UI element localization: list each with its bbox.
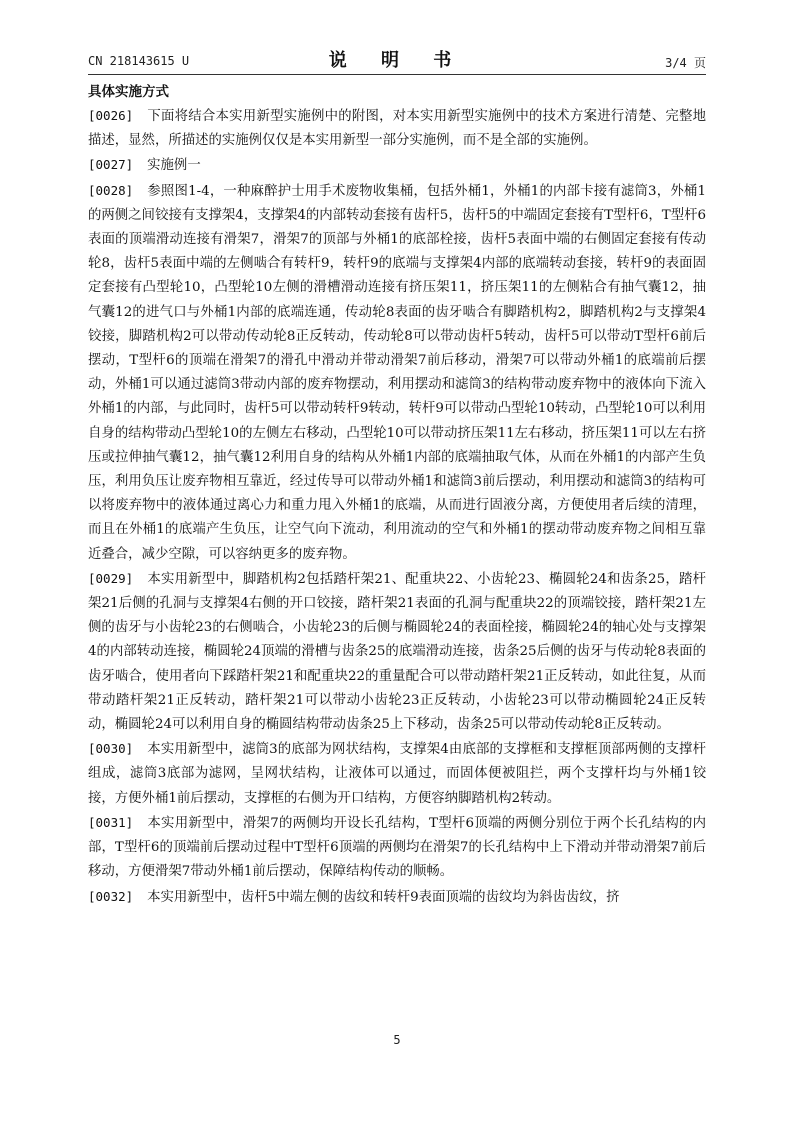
page-indicator: 3/4 页: [665, 56, 706, 70]
paragraph-0032: [88, 885, 706, 910]
paragraph-text: 本实用新型中，脚踏机构2包括踏杆架21、配重块22、小齿轮23、椭圆轮24和齿条25，踏杆架21后侧的孔洞与支撑架4右侧的开口铰接，踏杆架21表面的孔洞与配重块22的顶端铰接，踏杆架21左侧的齿牙与小齿轮23的右侧啮合，小齿轮23的后侧与椭圆轮24的表面栓接，椭圆轮24的轴心处与支撑架4的内部转动连接，椭圆轮24顶端的滑槽与齿条25的底端滑动连接，齿条25后侧的齿牙与传动轮8表面的齿牙啮合，使用者向下踩踏杆架21和配重块22的重量配合可以带动踏杆架21正反转动，如此往复，从而带动踏杆架21正反转动，踏杆架21可以带动小齿轮23正反转动，小齿轮23可以带动椭圆轮24正反转动，椭圆轮24可以利用自身的椭圆结构带动齿条25上下移动，齿条25可以带动传动轮8正反转动。: [88, 571, 706, 733]
document-body: [88, 80, 706, 910]
paragraph-number: [0032]: [88, 888, 134, 904]
paragraph-number: [0027]: [88, 157, 134, 173]
paragraph-text: 实施例一: [147, 158, 201, 174]
paragraph-number: [0026]: [88, 108, 134, 123]
document-title: 说 明 书: [328, 50, 466, 71]
publication-number: CN 218143615 U: [88, 54, 190, 68]
paragraph-number: [0031]: [88, 814, 134, 830]
paragraph-0029: [88, 567, 706, 737]
paragraph-number: [0029]: [88, 570, 134, 586]
paragraph-text: 下面将结合本实用新型实施例中的附图，对本实用新型实施例中的技术方案进行清楚、完整地描述，显然，所描述的实施例仅仅是本实用新型一部分实施例，而不是全部的实施例。: [88, 109, 706, 149]
paragraph-text: 本实用新型中，齿杆5中端左侧的齿纹和转杆9表面顶端的齿纹均为斜齿齿纹，挤: [147, 889, 620, 905]
page-header: [88, 50, 706, 72]
paragraph-0028: [88, 179, 706, 567]
paragraph-0031: [88, 811, 706, 885]
paragraph-0026: [88, 104, 706, 153]
paragraph-0027: [88, 153, 706, 178]
paragraph-text: 本实用新型中，滑架7的两侧均开设长孔结构，T型杆6顶端的两侧分别位于两个长孔结构的内部，T型杆6的顶端前后摆动过程中T型杆6顶端的两侧均在滑架7的长孔结构中上下滑动并带动滑架7前后移动，方便滑架7带动外桶1前后摆动，保障结构传动的顺畅。: [88, 815, 706, 880]
paragraph-0030: [88, 737, 706, 811]
paragraph-number: [0028]: [88, 182, 134, 198]
paragraph-text: 参照图1-4，一种麻醉护士用手术废物收集桶，包括外桶1，外桶1的内部卡接有滤筒3，外桶1的两侧之间铰接有支撑架4，支撑架4的内部转动套接有齿杆5，齿杆5的中端固定套接有T型杆6，T型杆6表面的顶端滑动连接有滑架7，滑架7的顶部与外桶1的底部栓接，齿杆5表面中端的右侧固定套接有传动轮8，齿杆5表面中端的左侧啮合有转杆9，转杆9的底端与支撑架4内部的底端转动套接，转杆9的表面固定套接有凸型轮10，凸型轮10左侧的滑槽滑动连接有挤压架11，挤压架11的左侧粘合有抽气囊12，抽气囊12的进气口与外桶1内部的底端连通，传动轮8表面的齿牙啮合有脚踏机构2，脚踏机构2与支撑架4铰接，脚踏机构2可以带动传动轮8正反转动，传动轮8可以带动齿杆5转动，齿杆5可以带动T型杆6前后摆动，T型杆6的顶端在滑架7的滑孔中滑动并带动滑架7前后移动，滑架7可以带动外桶1的底端前后摆动，外桶1可以通过滤筒3带动内部的废弃物摆动，利用摆动和滤筒3的结构带动废弃物中的液体向下流入外桶1的内部，与此同时，齿杆5可以带动转杆9转动，转杆9可以带动凸型轮10转动，凸型轮10可以利用自身的结构带动凸型轮10的左侧左右移动，凸型轮10可以带动挤压架11左右移动，挤压架11可以左右挤压或拉伸抽气囊12，抽气囊12利用自身的结构从外桶1内部的底端抽取气体，从而在外桶1的内部产生负压，利用负压让废弃物相互靠近，经过传导可以带动外桶1和滤筒3前后摆动，利用摆动和滤筒3的结构可以将废弃物中的液体通过离心力和重力甩入外桶1的底端，从而进行固液分离，方便使用者后续的清理，而且在外桶1的底端产生负压，让空气向下流动，利用流动的空气和外桶1的摆动带动废弃物之间相互靠近叠合，减少空隙，可以容纳更多的废弃物。: [88, 183, 706, 562]
section-heading: 具体实施方式: [88, 84, 169, 100]
page-number: 5: [393, 1033, 401, 1047]
header-rule: [88, 74, 706, 75]
paragraph-text: 本实用新型中，滤筒3的底部为网状结构，支撑架4由底部的支撑框和支撑框顶部两侧的支撑杆组成，滤筒3底部为滤网，呈网状结构，让液体可以通过，而固体便被阻拦，两个支撑杆均与外桶1铰接，方便外桶1前后摆动，支撑框的右侧为开口结构，方便容纳脚踏机构2转动。: [88, 742, 706, 806]
paragraph-number: [0030]: [88, 741, 134, 757]
